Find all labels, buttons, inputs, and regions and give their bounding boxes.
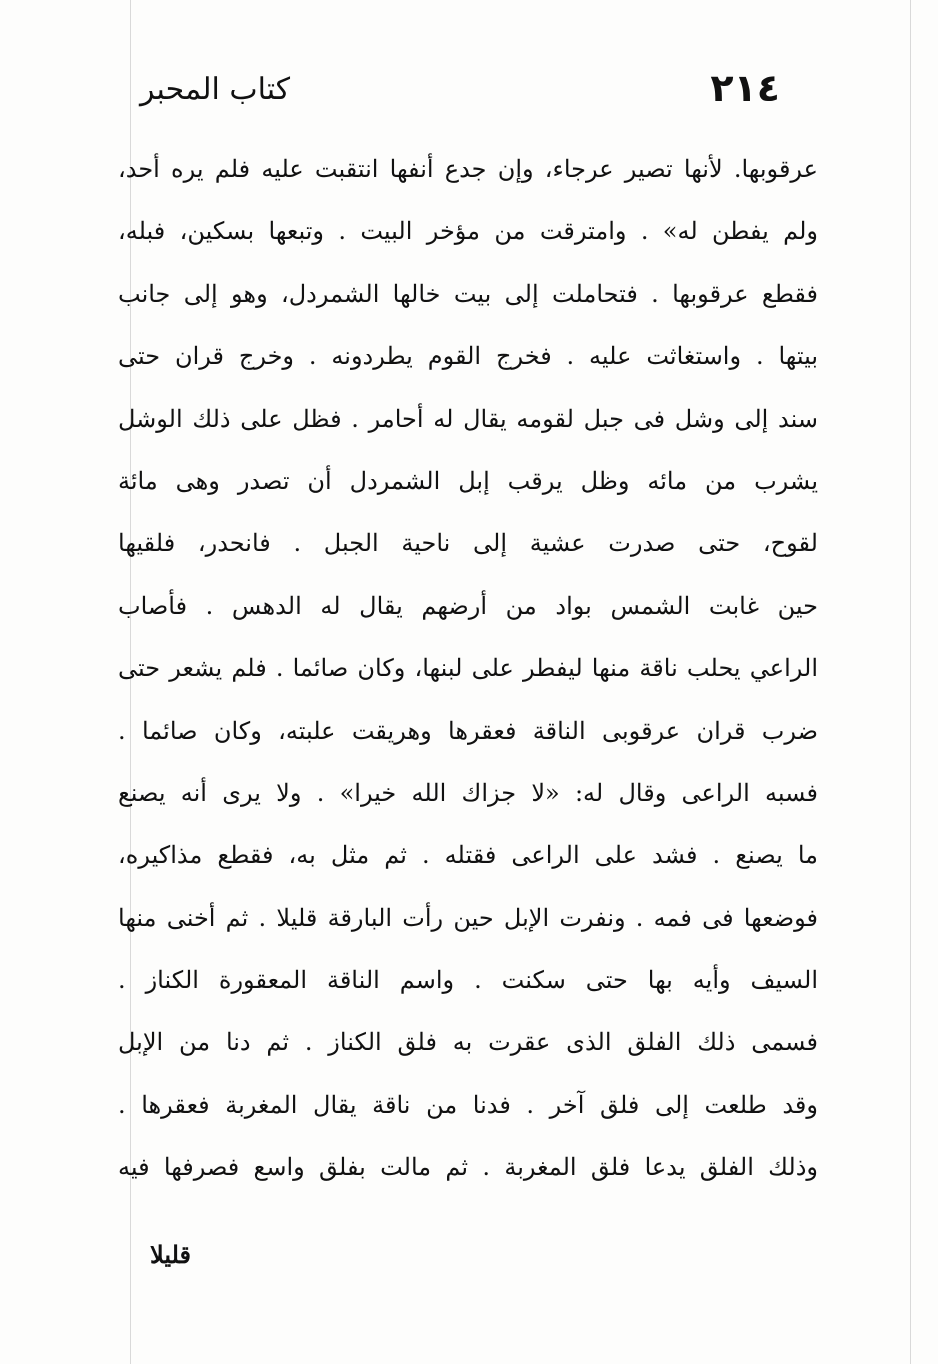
text-line: فقطع عرقوبها . فتحاملت إلى بيت خالها الشمردل، وهو إلى جانب (118, 279, 818, 308)
text-line: حين غابت الشمس بواد من أرضهم يقال له الدهس . فأصاب (118, 591, 818, 620)
text-line: ولم يفطن له» . وامترقت من مؤخر البيت . وتبعها بسكين، فبله، (118, 217, 818, 246)
page-number: ٢١٤ (710, 66, 780, 110)
text-line: فسبه الراعى وقال له: «لا جزاك الله خيرا» . ولا يرى أنه يصنع (118, 778, 818, 807)
text-line: ضرب قران عرقوبى الناقة فعقرها وهريقت علبته، وكان صائما . (118, 716, 818, 745)
text-line: عرقوبها. لأنها تصير عرجاء، وإن جدع أنفها انتقبت عليه فلم يره أحد، (118, 155, 818, 183)
page-edge-line (910, 0, 911, 1364)
text-line: وذلك الفلق يدعا فلق المغربة . ثم مالت بفلق واسع فصرفها فيه (118, 1153, 818, 1182)
text-line: لقوح، حتى صدرت عشية إلى ناحية الجبل . فانحدر، فلقيها (118, 529, 818, 558)
text-line: يشرب من مائه وظل يرقب إبل الشمردل أن تصدر وهى مائة (118, 466, 818, 495)
running-title: كتاب المحبر (140, 72, 291, 107)
text-line: سند إلى وشل فى جبل لقومه يقال له أحامر . فظل على ذلك الوشل (118, 404, 818, 433)
text-line: ما يصنع . فشد على الراعى فقتله . ثم مثل به، فقطع مذاكيره، (118, 841, 818, 870)
text-line: السيف وأيه بها حتى سكنت . واسم الناقة المعقورة الكناز . (118, 966, 818, 995)
body-text (118, 138, 818, 1199)
text-line: فسمى ذلك الفلق الذى عقرت به فلق الكناز . ثم دنا من الإبل (118, 1028, 818, 1057)
page-header (140, 66, 780, 116)
text-line: الراعي يحلب ناقة منها ليفطر على لبنها، وكان صائما . فلم يشعر حتى (118, 654, 818, 683)
catchword: قليلا (150, 1240, 191, 1269)
text-line: وقد طلعت إلى فلق آخر . فدنا من ناقة يقال المغربة فعقرها . (118, 1090, 818, 1119)
text-line: بيتها . واستغاثت عليه . فخرج القوم يطردونه . وخرج قران حتى (118, 342, 818, 371)
text-line: فوضعها فى فمه . ونفرت الإبل حين رأت البارقة قليلا . ثم أخنى منها (118, 903, 818, 932)
